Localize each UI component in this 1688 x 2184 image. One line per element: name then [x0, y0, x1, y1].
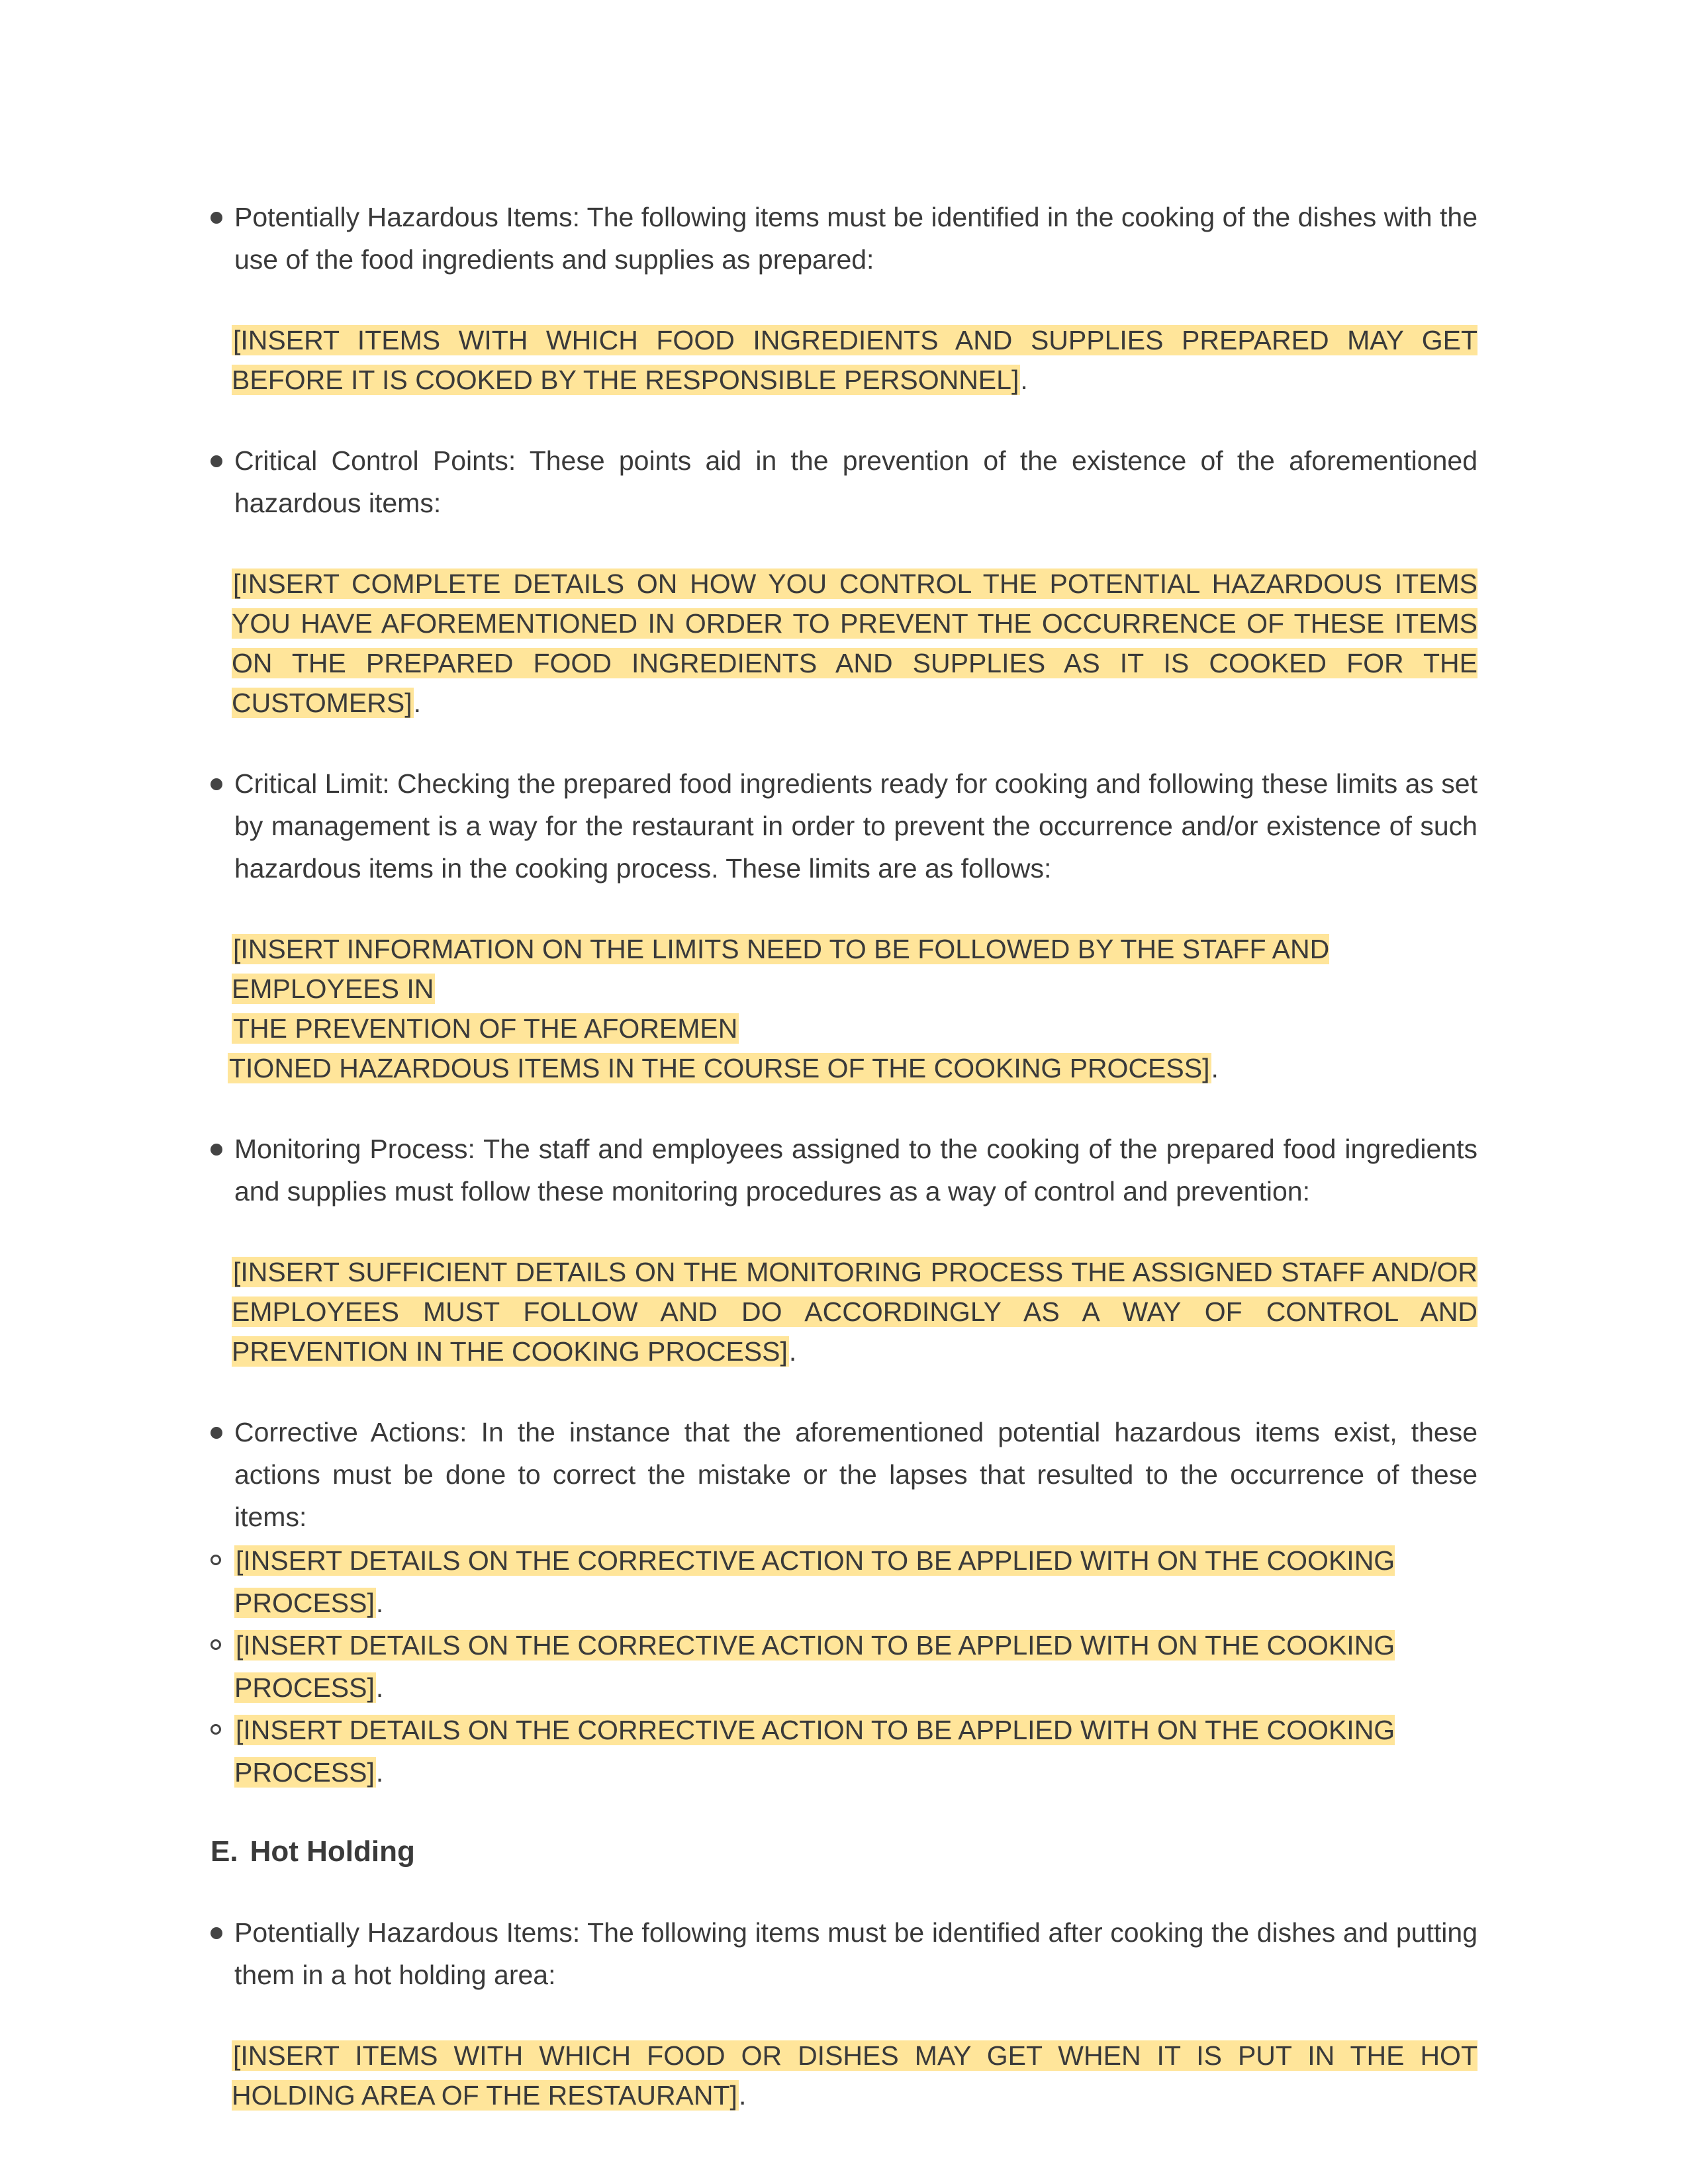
- bullet-hot-holding-hazardous-items: [211, 1911, 1477, 1996]
- period: .: [375, 1757, 384, 1788]
- section-heading-hot-holding: [211, 1831, 1477, 1873]
- placeholder-line: [228, 1048, 1477, 1088]
- placeholder-block: [211, 2036, 1477, 2115]
- paragraph-text: Potentially Hazardous Items: The following items must be identified in the cooking of the dishes with the use of the food ingredients and supplies as prepared:: [234, 202, 1477, 275]
- period: .: [1211, 1053, 1219, 1083]
- corrective-actions-list: [211, 1539, 1477, 1794]
- placeholder-text[interactable]: [INSERT COMPLETE DETAILS ON HOW YOU CONTROL THE POTENTIAL HAZARDOUS ITEMS YOU HAVE AFOREMENTIONED IN ORDER TO PREVENT THE OCCURRENCE OF THESE ITEMS ON THE PREPARED FOOD INGREDIENTS AND SUPPLIES AS IT IS COOKED FOR THE CUSTOMERS]: [232, 569, 1477, 718]
- placeholder-text[interactable]: THE PREVENTION OF THE AFOREMEN: [233, 1013, 738, 1044]
- bullet-critical-control-points: [211, 439, 1477, 524]
- period: .: [375, 1588, 384, 1618]
- paragraph-text: Potentially Hazardous Items: The following items must be identified after cooking the dishes and putting them in a hot holding area:: [234, 1917, 1477, 1990]
- bullet-monitoring-process: [211, 1128, 1477, 1212]
- bullet-corrective-actions: [211, 1411, 1477, 1538]
- section-letter: E.: [211, 1835, 238, 1868]
- period: .: [1020, 365, 1028, 395]
- bullet-icon: [211, 778, 222, 790]
- period: .: [738, 2080, 747, 2111]
- bullet-potentially-hazardous-items: [211, 196, 1477, 281]
- paragraph-text: Monitoring Process: The staff and employees assigned to the cooking of the prepared food ingredients and supplies must follow these monitoring procedures as a way of control and prevention:: [234, 1134, 1477, 1206]
- circle-bullet-icon: [211, 1555, 221, 1565]
- placeholder-line: [232, 929, 1477, 1009]
- placeholder-text[interactable]: [INSERT DETAILS ON THE CORRECTIVE ACTION TO BE APPLIED WITH ON THE COOKING PROCESS]: [234, 1715, 1395, 1788]
- placeholder-text[interactable]: [INSERT INFORMATION ON THE LIMITS NEED TO BE FOLLOWED BY THE STAFF AND EMPLOYEES IN: [232, 934, 1330, 1004]
- section-title: Hot Holding: [250, 1835, 415, 1868]
- placeholder-line: [232, 1009, 1477, 1048]
- bullet-icon: [211, 1427, 222, 1439]
- list-item: [211, 1539, 1477, 1624]
- bullet-critical-limit: [211, 762, 1477, 889]
- bullet-icon: [211, 1144, 222, 1156]
- period: .: [375, 1672, 384, 1703]
- circle-bullet-icon: [211, 1639, 221, 1650]
- list-item: [211, 1709, 1477, 1794]
- list-item: [211, 1624, 1477, 1709]
- placeholder-block: [211, 320, 1477, 400]
- placeholder-text[interactable]: [INSERT ITEMS WITH WHICH FOOD OR DISHES MAY GET WHEN IT IS PUT IN THE HOT HOLDING AREA OF THE RESTAURANT]: [232, 2040, 1477, 2111]
- placeholder-text[interactable]: TIONED HAZARDOUS ITEMS IN THE COURSE OF THE COOKING PROCESS]: [229, 1053, 1210, 1083]
- placeholder-text[interactable]: [INSERT SUFFICIENT DETAILS ON THE MONITORING PROCESS THE ASSIGNED STAFF AND/OR EMPLOYEES MUST FOLLOW AND DO ACCORDINGLY AS A WAY OF CONTROL AND PREVENTION IN THE COOKING PROCESS]: [232, 1257, 1477, 1367]
- placeholder-text[interactable]: [INSERT DETAILS ON THE CORRECTIVE ACTION TO BE APPLIED WITH ON THE COOKING PROCESS]: [234, 1545, 1395, 1618]
- placeholder-block: [211, 929, 1477, 1088]
- bullet-icon: [211, 455, 222, 467]
- placeholder-block: [211, 564, 1477, 723]
- period: .: [788, 1336, 797, 1367]
- placeholder-text[interactable]: [INSERT DETAILS ON THE CORRECTIVE ACTION TO BE APPLIED WITH ON THE COOKING PROCESS]: [234, 1630, 1395, 1703]
- paragraph-text: Corrective Actions: In the instance that the aforementioned potential hazardous items exist, these actions must be done to correct the mistake or the lapses that resulted to the occurrence of these items:: [234, 1417, 1477, 1532]
- paragraph-text: Critical Limit: Checking the prepared food ingredients ready for cooking and following these limits as set by management is a way for the restaurant in order to prevent the occurrence and/or existence of such hazardous items in the cooking process. These limits are as follows:: [234, 768, 1477, 884]
- circle-bullet-icon: [211, 1724, 221, 1735]
- period: .: [413, 688, 422, 718]
- paragraph-text: Critical Control Points: These points aid in the prevention of the existence of the aforementioned hazardous items:: [234, 445, 1477, 518]
- placeholder-text[interactable]: [INSERT ITEMS WITH WHICH FOOD INGREDIENTS AND SUPPLIES PREPARED MAY GET BEFORE IT IS COOKED BY THE RESPONSIBLE PERSONNEL]: [232, 325, 1477, 395]
- placeholder-block: [211, 1252, 1477, 1371]
- bullet-icon: [211, 212, 222, 224]
- bullet-icon: [211, 1927, 222, 1939]
